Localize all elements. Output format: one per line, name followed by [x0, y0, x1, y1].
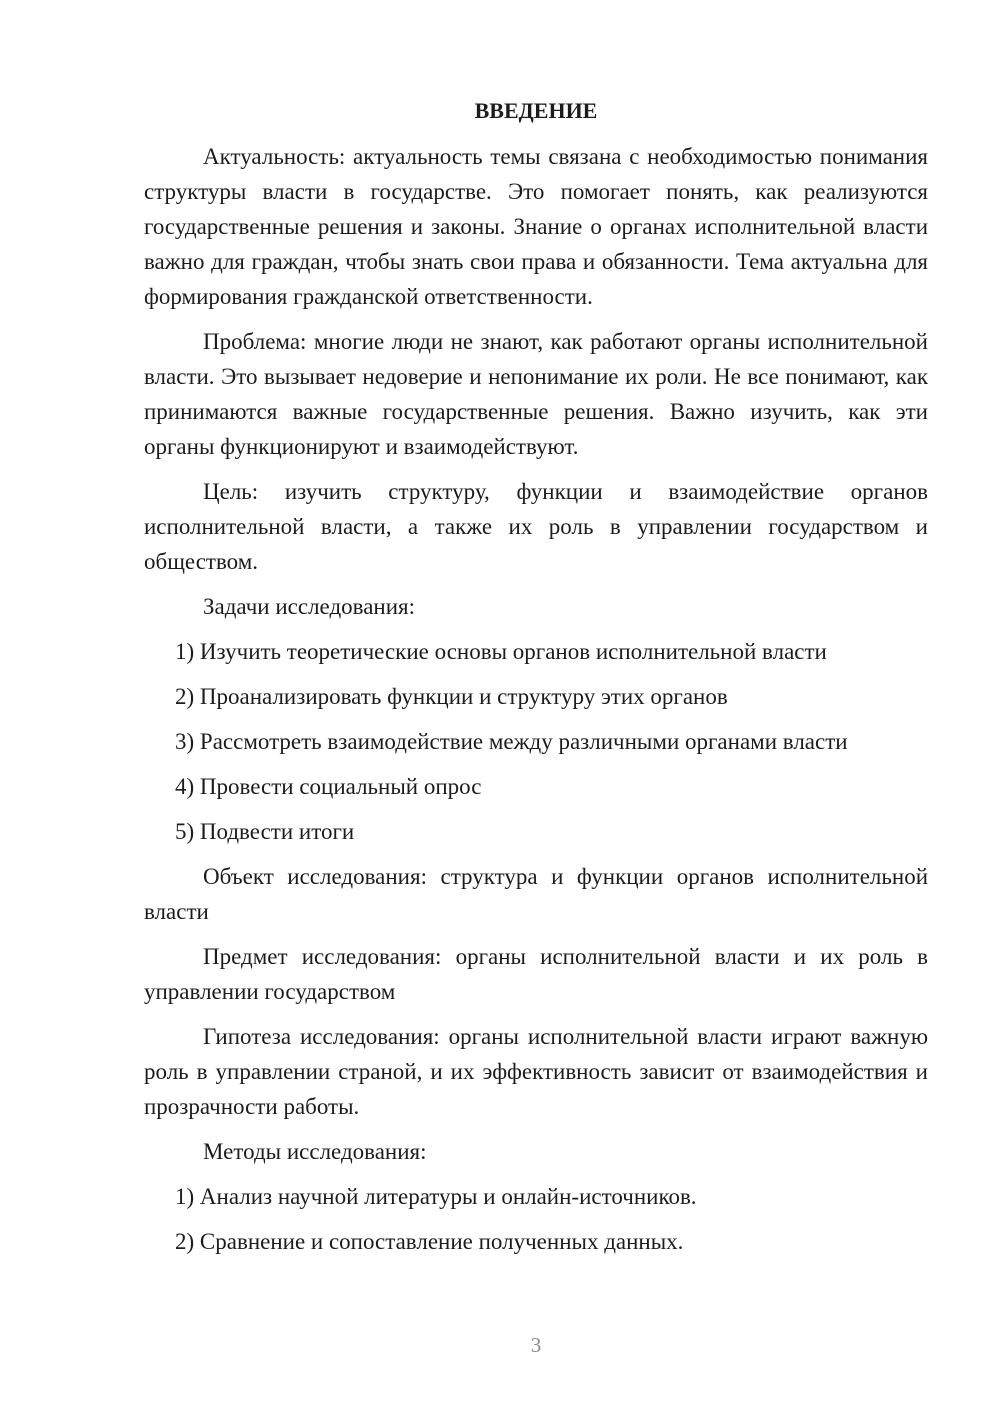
- list-item: 3) Рассмотреть взаимодействие между различными органами власти: [175, 729, 848, 754]
- relevance-paragraph: Актуальность: актуальность темы связана с необходимостью понимания структуры власти в государстве. Это помогает понять, как реализуются государственные решения и законы. Знание о органах исполнительной власти важно для граждан, чтобы знать свои права и обязанности. Тема актуальна для формирования гражданской ответственности.: [144, 144, 928, 309]
- page-content: [144, 95, 928, 1269]
- list-item: 4) Провести социальный опрос: [175, 774, 482, 799]
- list-item: 2) Проанализировать функции и структуру этих органов: [175, 684, 728, 709]
- methods-heading: Методы исследования:: [203, 1139, 427, 1164]
- subject-paragraph: Предмет исследования: органы исполнительной власти и их роль в управлении государством: [144, 944, 928, 1004]
- hypothesis-paragraph: Гипотеза исследования: органы исполнительной власти играют важную роль в управлении страной, и их эффективность зависит от взаимодействия и прозрачности работы.: [144, 1024, 928, 1119]
- page-number: 3: [530, 1333, 542, 1357]
- page-title: ВВЕДЕНИЕ: [474, 98, 598, 123]
- object-paragraph: Объект исследования: структура и функции органов исполнительной власти: [144, 864, 928, 924]
- problem-paragraph: Проблема: многие люди не знают, как работают органы исполнительной власти. Это вызывает недоверие и непонимание их роли. Не все понимают, как принимаются важные государственные решения. Важно изучить, как эти органы функционируют и взаимодействуют.: [144, 329, 928, 459]
- list-item: 5) Подвести итоги: [175, 819, 355, 844]
- goal-paragraph: Цель: изучить структуру, функции и взаимодействие органов исполнительной власти, а также их роль в управлении государством и обществом.: [144, 479, 928, 574]
- list-item: 1) Изучить теоретические основы органов исполнительной власти: [175, 639, 827, 664]
- list-item: 2) Сравнение и сопоставление полученных данных.: [175, 1229, 684, 1254]
- tasks-list: [144, 634, 928, 849]
- list-item: 1) Анализ научной литературы и онлайн-источников.: [175, 1184, 697, 1209]
- methods-list: [144, 1179, 928, 1259]
- tasks-heading: Задачи исследования:: [203, 594, 416, 619]
